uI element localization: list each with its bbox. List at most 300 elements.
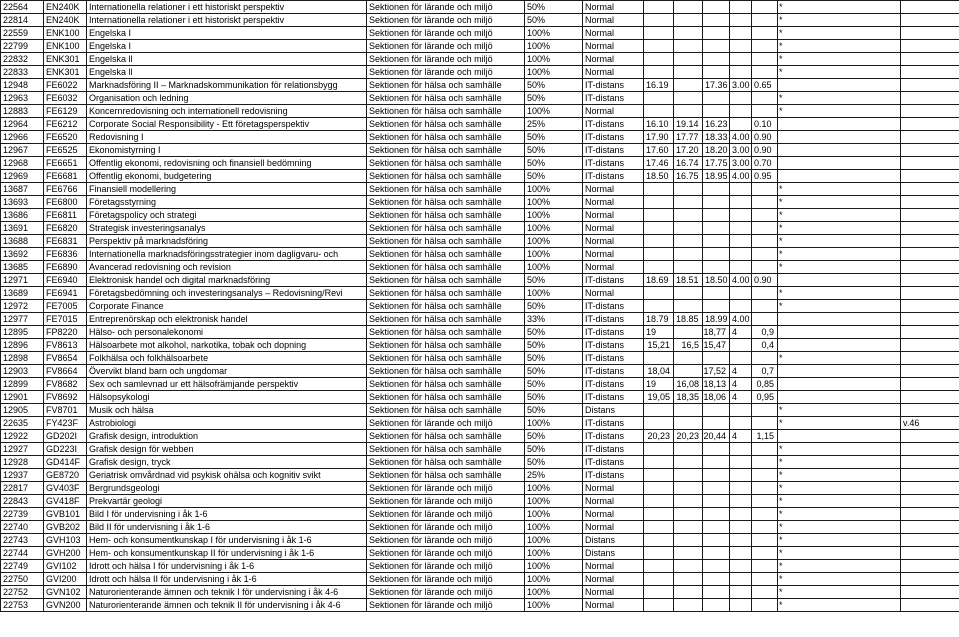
value-4-cell[interactable] [730, 66, 752, 79]
code-cell[interactable]: FE6890 [44, 261, 87, 274]
value-5-cell[interactable] [752, 352, 778, 365]
value-1-cell[interactable]: 19 [644, 378, 674, 391]
value-4-cell[interactable] [730, 573, 752, 586]
code-cell[interactable]: FE6940 [44, 274, 87, 287]
value-4-cell[interactable]: 4.00 [730, 274, 752, 287]
value-4-cell[interactable] [730, 508, 752, 521]
value-1-cell[interactable] [644, 287, 674, 300]
course-name-cell[interactable]: Sex och samlevnad ur ett hälsofrämjande perspektiv [87, 378, 367, 391]
value-1-cell[interactable]: 18,04 [644, 365, 674, 378]
mode-cell[interactable]: IT-distans [583, 92, 644, 105]
course-name-cell[interactable]: Redovisning I [87, 131, 367, 144]
course-name-cell[interactable]: Grafisk design, tryck [87, 456, 367, 469]
code-cell[interactable]: FE6820 [44, 222, 87, 235]
id-cell[interactable]: 13691 [1, 222, 44, 235]
value-5-cell[interactable]: 0.65 [752, 79, 778, 92]
value-1-cell[interactable] [644, 534, 674, 547]
note-cell[interactable] [778, 118, 901, 131]
value-1-cell[interactable]: 19,05 [644, 391, 674, 404]
mode-cell[interactable]: Normal [583, 196, 644, 209]
value-2-cell[interactable] [674, 14, 703, 27]
course-name-cell[interactable]: Prekvartär geologi [87, 495, 367, 508]
extra-cell[interactable] [901, 170, 959, 183]
value-5-cell[interactable] [752, 443, 778, 456]
value-5-cell[interactable] [752, 261, 778, 274]
value-4-cell[interactable]: 3.00 [730, 144, 752, 157]
code-cell[interactable]: GVH103 [44, 534, 87, 547]
note-cell[interactable]: * [778, 300, 901, 313]
extra-cell[interactable] [901, 118, 959, 131]
value-3-cell[interactable] [703, 508, 730, 521]
id-cell[interactable]: 22843 [1, 495, 44, 508]
section-cell[interactable]: Sektionen för hälsa och samhälle [367, 469, 525, 482]
code-cell[interactable]: FE6941 [44, 287, 87, 300]
value-2-cell[interactable] [674, 209, 703, 222]
extra-cell[interactable] [901, 313, 959, 326]
value-5-cell[interactable]: 0.70 [752, 157, 778, 170]
value-5-cell[interactable] [752, 313, 778, 326]
value-4-cell[interactable] [730, 469, 752, 482]
value-4-cell[interactable] [730, 404, 752, 417]
extra-cell[interactable] [901, 391, 959, 404]
code-cell[interactable]: FE7005 [44, 300, 87, 313]
pace-cell[interactable]: 50% [525, 456, 583, 469]
value-3-cell[interactable] [703, 53, 730, 66]
value-2-cell[interactable]: 18.51 [674, 274, 703, 287]
mode-cell[interactable]: IT-distans [583, 339, 644, 352]
value-3-cell[interactable] [703, 417, 730, 430]
section-cell[interactable]: Sektionen för hälsa och samhälle [367, 391, 525, 404]
note-cell[interactable]: * [778, 1, 901, 14]
extra-cell[interactable]: v.46 [901, 417, 959, 430]
note-cell[interactable]: * [778, 534, 901, 547]
note-cell[interactable] [778, 274, 901, 287]
code-cell[interactable]: ENK301 [44, 66, 87, 79]
section-cell[interactable]: Sektionen för hälsa och samhälle [367, 222, 525, 235]
value-4-cell[interactable]: 4 [730, 365, 752, 378]
id-cell[interactable]: 12896 [1, 339, 44, 352]
value-2-cell[interactable]: 16.75 [674, 170, 703, 183]
mode-cell[interactable]: Normal [583, 261, 644, 274]
extra-cell[interactable] [901, 456, 959, 469]
value-4-cell[interactable] [730, 105, 752, 118]
section-cell[interactable]: Sektionen för hälsa och samhälle [367, 118, 525, 131]
mode-cell[interactable]: IT-distans [583, 274, 644, 287]
value-4-cell[interactable]: 4.00 [730, 313, 752, 326]
section-cell[interactable]: Sektionen för lärande och miljö [367, 521, 525, 534]
value-3-cell[interactable]: 16.23 [703, 118, 730, 131]
course-name-cell[interactable]: Finansiell modellering [87, 183, 367, 196]
value-2-cell[interactable] [674, 79, 703, 92]
value-2-cell[interactable]: 16,5 [674, 339, 703, 352]
value-4-cell[interactable]: 4.00 [730, 131, 752, 144]
id-cell[interactable]: 22744 [1, 547, 44, 560]
value-1-cell[interactable] [644, 417, 674, 430]
id-cell[interactable]: 22559 [1, 27, 44, 40]
pace-cell[interactable]: 50% [525, 378, 583, 391]
id-cell[interactable]: 12927 [1, 443, 44, 456]
code-cell[interactable]: GVI102 [44, 560, 87, 573]
value-4-cell[interactable] [730, 495, 752, 508]
section-cell[interactable]: Sektionen för hälsa och samhälle [367, 378, 525, 391]
value-4-cell[interactable] [730, 1, 752, 14]
value-3-cell[interactable] [703, 196, 730, 209]
section-cell[interactable]: Sektionen för lärande och miljö [367, 547, 525, 560]
value-2-cell[interactable] [674, 547, 703, 560]
code-cell[interactable]: FE6129 [44, 105, 87, 118]
pace-cell[interactable]: 50% [525, 326, 583, 339]
value-3-cell[interactable]: 17,52 [703, 365, 730, 378]
value-4-cell[interactable] [730, 352, 752, 365]
course-name-cell[interactable]: Perspektiv på marknadsföring [87, 235, 367, 248]
id-cell[interactable]: 22814 [1, 14, 44, 27]
course-name-cell[interactable]: Ekonomistyrning I [87, 144, 367, 157]
value-5-cell[interactable] [752, 235, 778, 248]
pace-cell[interactable]: 50% [525, 300, 583, 313]
id-cell[interactable]: 12922 [1, 430, 44, 443]
code-cell[interactable]: GV418F [44, 495, 87, 508]
note-cell[interactable] [778, 170, 901, 183]
note-cell[interactable]: * [778, 261, 901, 274]
value-5-cell[interactable]: 1,15 [752, 430, 778, 443]
pace-cell[interactable]: 100% [525, 183, 583, 196]
id-cell[interactable]: 12928 [1, 456, 44, 469]
value-4-cell[interactable] [730, 196, 752, 209]
code-cell[interactable]: FY423F [44, 417, 87, 430]
id-cell[interactable]: 12971 [1, 274, 44, 287]
id-cell[interactable]: 13686 [1, 209, 44, 222]
mode-cell[interactable]: IT-distans [583, 144, 644, 157]
id-cell[interactable]: 12969 [1, 170, 44, 183]
extra-cell[interactable] [901, 586, 959, 599]
course-name-cell[interactable]: Idrott och hälsa II för undervisning i åk 1-6 [87, 573, 367, 586]
mode-cell[interactable]: Normal [583, 66, 644, 79]
id-cell[interactable]: 13692 [1, 248, 44, 261]
pace-cell[interactable]: 25% [525, 469, 583, 482]
section-cell[interactable]: Sektionen för lärande och miljö [367, 573, 525, 586]
note-cell[interactable]: * [778, 495, 901, 508]
value-1-cell[interactable] [644, 573, 674, 586]
course-name-cell[interactable]: Offentlig ekonomi, budgetering [87, 170, 367, 183]
course-name-cell[interactable]: Bild II för undervisning i åk 1-6 [87, 521, 367, 534]
note-cell[interactable] [778, 365, 901, 378]
id-cell[interactable]: 13687 [1, 183, 44, 196]
mode-cell[interactable]: Normal [583, 508, 644, 521]
mode-cell[interactable]: Normal [583, 105, 644, 118]
course-name-cell[interactable]: Hälsopsykologi [87, 391, 367, 404]
value-2-cell[interactable] [674, 443, 703, 456]
note-cell[interactable]: * [778, 521, 901, 534]
code-cell[interactable]: FE7015 [44, 313, 87, 326]
section-cell[interactable]: Sektionen för hälsa och samhälle [367, 430, 525, 443]
note-cell[interactable]: * [778, 560, 901, 573]
section-cell[interactable]: Sektionen för lärande och miljö [367, 534, 525, 547]
value-5-cell[interactable]: 0,85 [752, 378, 778, 391]
pace-cell[interactable]: 50% [525, 79, 583, 92]
value-3-cell[interactable] [703, 560, 730, 573]
mode-cell[interactable]: Normal [583, 599, 644, 612]
course-name-cell[interactable]: Internationella relationer i ett historiskt perspektiv [87, 14, 367, 27]
value-1-cell[interactable] [644, 27, 674, 40]
code-cell[interactable]: FE6520 [44, 131, 87, 144]
section-cell[interactable]: Sektionen för hälsa och samhälle [367, 248, 525, 261]
extra-cell[interactable] [901, 404, 959, 417]
value-5-cell[interactable] [752, 469, 778, 482]
value-1-cell[interactable] [644, 1, 674, 14]
note-cell[interactable]: * [778, 248, 901, 261]
extra-cell[interactable] [901, 534, 959, 547]
mode-cell[interactable]: Normal [583, 586, 644, 599]
value-5-cell[interactable] [752, 222, 778, 235]
pace-cell[interactable]: 50% [525, 443, 583, 456]
value-5-cell[interactable]: 0.90 [752, 274, 778, 287]
section-cell[interactable]: Sektionen för hälsa och samhälle [367, 196, 525, 209]
id-cell[interactable]: 12977 [1, 313, 44, 326]
course-name-cell[interactable]: Engelska ll [87, 66, 367, 79]
id-cell[interactable]: 12905 [1, 404, 44, 417]
extra-cell[interactable] [901, 339, 959, 352]
course-name-cell[interactable]: Idrott och hälsa I för undervisning i åk 1-6 [87, 560, 367, 573]
course-name-cell[interactable]: Strategisk investeringsanalys [87, 222, 367, 235]
value-5-cell[interactable] [752, 508, 778, 521]
value-5-cell[interactable]: 0.10 [752, 118, 778, 131]
value-4-cell[interactable] [730, 443, 752, 456]
value-5-cell[interactable] [752, 14, 778, 27]
value-1-cell[interactable] [644, 196, 674, 209]
note-cell[interactable] [778, 430, 901, 443]
pace-cell[interactable]: 100% [525, 521, 583, 534]
note-cell[interactable]: * [778, 443, 901, 456]
id-cell[interactable]: 22753 [1, 599, 44, 612]
value-4-cell[interactable] [730, 14, 752, 27]
id-cell[interactable]: 12883 [1, 105, 44, 118]
pace-cell[interactable]: 100% [525, 599, 583, 612]
code-cell[interactable]: FE6831 [44, 235, 87, 248]
pace-cell[interactable]: 100% [525, 261, 583, 274]
mode-cell[interactable]: Distans [583, 547, 644, 560]
code-cell[interactable]: EN240K [44, 14, 87, 27]
value-3-cell[interactable]: 15,47 [703, 339, 730, 352]
section-cell[interactable]: Sektionen för hälsa och samhälle [367, 157, 525, 170]
value-1-cell[interactable]: 17.46 [644, 157, 674, 170]
pace-cell[interactable]: 100% [525, 534, 583, 547]
course-name-cell[interactable]: Organisation och ledning [87, 92, 367, 105]
value-3-cell[interactable] [703, 404, 730, 417]
value-1-cell[interactable] [644, 40, 674, 53]
mode-cell[interactable]: Normal [583, 560, 644, 573]
value-4-cell[interactable] [730, 183, 752, 196]
value-5-cell[interactable] [752, 573, 778, 586]
id-cell[interactable]: 13685 [1, 261, 44, 274]
note-cell[interactable]: * [778, 235, 901, 248]
course-name-cell[interactable]: Företagsstyrning [87, 196, 367, 209]
value-2-cell[interactable] [674, 469, 703, 482]
course-name-cell[interactable]: Hem- och konsumentkunskap II för undervisning i åk 1-6 [87, 547, 367, 560]
mode-cell[interactable]: Normal [583, 40, 644, 53]
value-1-cell[interactable] [644, 508, 674, 521]
code-cell[interactable]: FV8682 [44, 378, 87, 391]
note-cell[interactable]: * [778, 196, 901, 209]
mode-cell[interactable]: Normal [583, 27, 644, 40]
section-cell[interactable]: Sektionen för lärande och miljö [367, 14, 525, 27]
value-1-cell[interactable] [644, 469, 674, 482]
pace-cell[interactable]: 100% [525, 196, 583, 209]
note-cell[interactable] [778, 378, 901, 391]
note-cell[interactable]: * [778, 547, 901, 560]
extra-cell[interactable] [901, 300, 959, 313]
mode-cell[interactable]: Normal [583, 482, 644, 495]
code-cell[interactable]: FE6836 [44, 248, 87, 261]
section-cell[interactable]: Sektionen för lärande och miljö [367, 53, 525, 66]
course-name-cell[interactable]: Avancerad redovisning och revision [87, 261, 367, 274]
extra-cell[interactable] [901, 430, 959, 443]
code-cell[interactable]: GVN102 [44, 586, 87, 599]
extra-cell[interactable] [901, 79, 959, 92]
value-3-cell[interactable] [703, 469, 730, 482]
value-5-cell[interactable]: 0,95 [752, 391, 778, 404]
section-cell[interactable]: Sektionen för lärande och miljö [367, 586, 525, 599]
id-cell[interactable]: 13693 [1, 196, 44, 209]
mode-cell[interactable]: IT-distans [583, 391, 644, 404]
value-4-cell[interactable] [730, 534, 752, 547]
value-4-cell[interactable]: 3.00 [730, 157, 752, 170]
pace-cell[interactable]: 100% [525, 248, 583, 261]
extra-cell[interactable] [901, 14, 959, 27]
value-5-cell[interactable] [752, 547, 778, 560]
note-cell[interactable]: * [778, 404, 901, 417]
code-cell[interactable]: FE6022 [44, 79, 87, 92]
value-1-cell[interactable]: 16.10 [644, 118, 674, 131]
value-2-cell[interactable] [674, 456, 703, 469]
mode-cell[interactable]: IT-distans [583, 300, 644, 313]
code-cell[interactable]: ENK100 [44, 40, 87, 53]
value-1-cell[interactable] [644, 521, 674, 534]
value-3-cell[interactable] [703, 482, 730, 495]
mode-cell[interactable]: IT-distans [583, 417, 644, 430]
value-4-cell[interactable]: 4 [730, 378, 752, 391]
section-cell[interactable]: Sektionen för hälsa och samhälle [367, 144, 525, 157]
course-name-cell[interactable]: Offentlig ekonomi, redovisning och finansiell bedömning [87, 157, 367, 170]
note-cell[interactable]: * [778, 222, 901, 235]
code-cell[interactable]: GD223I [44, 443, 87, 456]
extra-cell[interactable] [901, 547, 959, 560]
course-name-cell[interactable]: Engelska ll [87, 53, 367, 66]
value-5-cell[interactable]: 0.90 [752, 144, 778, 157]
value-4-cell[interactable]: 4 [730, 326, 752, 339]
value-2-cell[interactable] [674, 66, 703, 79]
value-1-cell[interactable] [644, 482, 674, 495]
value-2-cell[interactable] [674, 105, 703, 118]
value-2-cell[interactable] [674, 365, 703, 378]
value-2-cell[interactable] [674, 40, 703, 53]
value-1-cell[interactable]: 17.90 [644, 131, 674, 144]
pace-cell[interactable]: 50% [525, 352, 583, 365]
value-4-cell[interactable] [730, 40, 752, 53]
note-cell[interactable]: * [778, 287, 901, 300]
value-4-cell[interactable] [730, 27, 752, 40]
section-cell[interactable]: Sektionen för lärande och miljö [367, 508, 525, 521]
note-cell[interactable]: * [778, 508, 901, 521]
pace-cell[interactable]: 100% [525, 40, 583, 53]
mode-cell[interactable]: Normal [583, 287, 644, 300]
value-3-cell[interactable]: 18,13 [703, 378, 730, 391]
value-4-cell[interactable] [730, 287, 752, 300]
value-5-cell[interactable] [752, 1, 778, 14]
section-cell[interactable]: Sektionen för hälsa och samhälle [367, 326, 525, 339]
value-5-cell[interactable] [752, 404, 778, 417]
value-3-cell[interactable]: 18,77 [703, 326, 730, 339]
pace-cell[interactable]: 50% [525, 404, 583, 417]
section-cell[interactable]: Sektionen för hälsa och samhälle [367, 209, 525, 222]
pace-cell[interactable]: 100% [525, 560, 583, 573]
value-5-cell[interactable] [752, 105, 778, 118]
value-2-cell[interactable] [674, 404, 703, 417]
value-2-cell[interactable] [674, 534, 703, 547]
value-5-cell[interactable] [752, 196, 778, 209]
value-2-cell[interactable] [674, 326, 703, 339]
value-5-cell[interactable] [752, 248, 778, 261]
id-cell[interactable]: 12972 [1, 300, 44, 313]
note-cell[interactable]: * [778, 573, 901, 586]
id-cell[interactable]: 13688 [1, 235, 44, 248]
note-cell[interactable]: * [778, 456, 901, 469]
value-4-cell[interactable] [730, 339, 752, 352]
section-cell[interactable]: Sektionen för hälsa och samhälle [367, 456, 525, 469]
note-cell[interactable] [778, 131, 901, 144]
pace-cell[interactable]: 50% [525, 170, 583, 183]
course-name-cell[interactable]: Hem- och konsumentkunskap I för undervisning i åk 1-6 [87, 534, 367, 547]
value-5-cell[interactable] [752, 40, 778, 53]
value-5-cell[interactable] [752, 495, 778, 508]
value-1-cell[interactable] [644, 235, 674, 248]
value-1-cell[interactable] [644, 248, 674, 261]
value-4-cell[interactable]: 4 [730, 430, 752, 443]
value-2-cell[interactable] [674, 287, 703, 300]
id-cell[interactable]: 12937 [1, 469, 44, 482]
extra-cell[interactable] [901, 1, 959, 14]
value-3-cell[interactable] [703, 534, 730, 547]
value-2-cell[interactable] [674, 495, 703, 508]
id-cell[interactable]: 12895 [1, 326, 44, 339]
value-3-cell[interactable]: 18.95 [703, 170, 730, 183]
id-cell[interactable]: 22635 [1, 417, 44, 430]
value-3-cell[interactable] [703, 235, 730, 248]
course-name-cell[interactable]: Företagsbedömning och investeringsanalys – Redovisning/Revi [87, 287, 367, 300]
mode-cell[interactable]: Normal [583, 495, 644, 508]
value-3-cell[interactable] [703, 66, 730, 79]
value-1-cell[interactable] [644, 560, 674, 573]
code-cell[interactable]: ENK100 [44, 27, 87, 40]
id-cell[interactable]: 22833 [1, 66, 44, 79]
value-3-cell[interactable]: 18.99 [703, 313, 730, 326]
value-1-cell[interactable]: 18.50 [644, 170, 674, 183]
section-cell[interactable]: Sektionen för lärande och miljö [367, 1, 525, 14]
value-2-cell[interactable] [674, 573, 703, 586]
pace-cell[interactable]: 50% [525, 92, 583, 105]
value-4-cell[interactable] [730, 456, 752, 469]
extra-cell[interactable] [901, 287, 959, 300]
code-cell[interactable]: GVN200 [44, 599, 87, 612]
extra-cell[interactable] [901, 378, 959, 391]
value-2-cell[interactable] [674, 196, 703, 209]
extra-cell[interactable] [901, 27, 959, 40]
code-cell[interactable]: FE6651 [44, 157, 87, 170]
value-2-cell[interactable]: 17.20 [674, 144, 703, 157]
extra-cell[interactable] [901, 105, 959, 118]
course-name-cell[interactable]: Astrobiologi [87, 417, 367, 430]
value-5-cell[interactable] [752, 456, 778, 469]
course-name-cell[interactable]: Hälsoarbete mot alkohol, narkotika, tobak och dopning [87, 339, 367, 352]
